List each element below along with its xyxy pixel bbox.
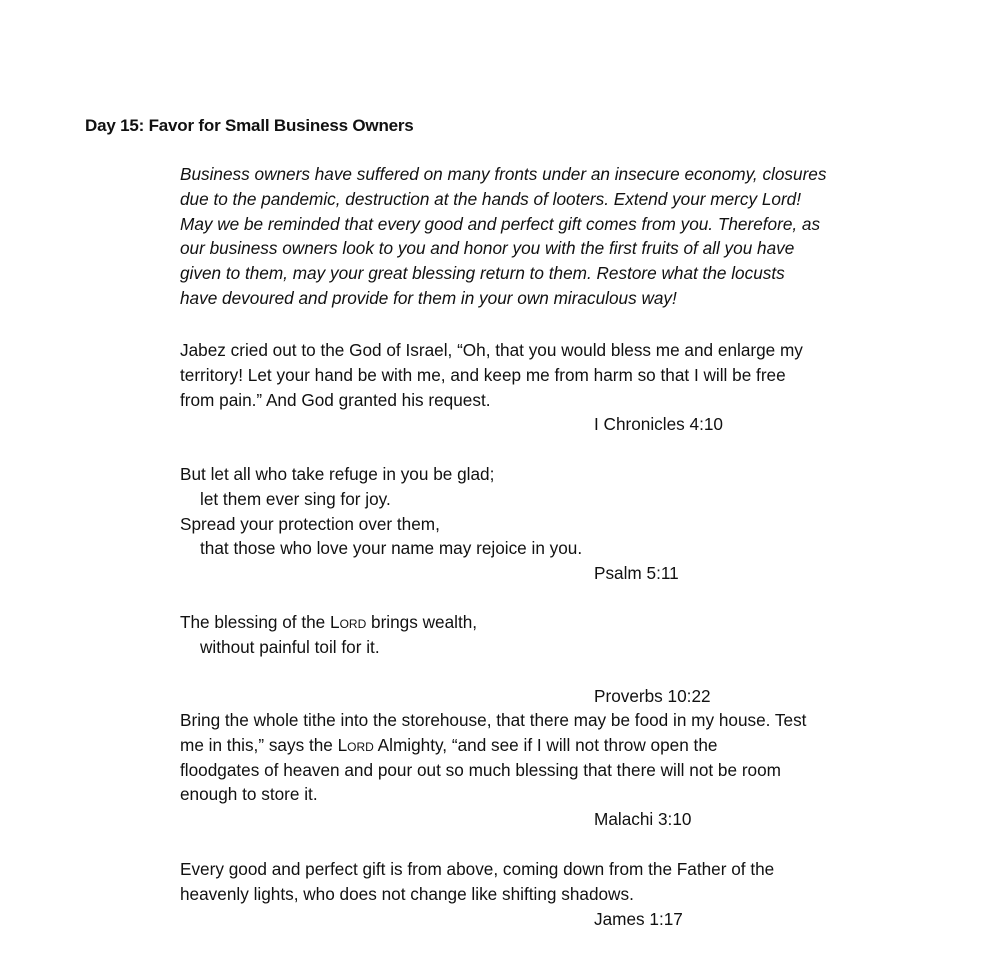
verse-reference: James 1:17 — [594, 908, 683, 929]
scripture-james — [180, 857, 940, 931]
intro-line: our business owners look to you and honor you with the first fruits of all you have — [180, 238, 795, 259]
verse-reference: Psalm 5:11 — [594, 563, 679, 584]
intro-prayer — [180, 162, 940, 311]
verse-line — [180, 610, 940, 635]
blank-line — [180, 660, 940, 685]
verse-text: me in this,” says the — [180, 734, 338, 755]
verse-line: Spread your protection over them, — [180, 513, 440, 534]
intro-line: have devoured and provide for them in your own miraculous way! — [180, 287, 677, 308]
verse-reference: Malachi 3:10 — [594, 809, 692, 830]
verse-line-indented: without painful toil for it. — [200, 636, 380, 657]
verse-line — [180, 733, 940, 758]
verse-reference: Proverbs 10:22 — [594, 686, 711, 707]
intro-line: given to them, may your great blessing return to them. Restore what the locusts — [180, 263, 785, 284]
verse-line: heavenly lights, who does not change like shifting shadows. — [180, 883, 634, 904]
verse-text: The blessing of the — [180, 612, 331, 632]
page-title: Day 15: Favor for Small Business Owners — [85, 116, 414, 135]
scripture-proverbs — [180, 610, 940, 709]
intro-line: May we be reminded that every good and perfect gift comes from you. Therefore, as — [180, 213, 821, 234]
lord-small-caps: Lord — [337, 734, 374, 755]
scripture-malachi — [180, 708, 940, 832]
verse-reference: I Chronicles 4:10 — [594, 414, 723, 435]
verse-line: But let all who take refuge in you be glad; — [180, 464, 495, 484]
scripture-psalm — [180, 462, 940, 586]
verse-line: Jabez cried out to the God of Israel, “Oh, that you would bless me and enlarge my — [180, 340, 803, 360]
verse-line-indented: let them ever sing for joy. — [200, 488, 391, 509]
verse-line: enough to store it. — [180, 784, 318, 805]
lord-small-caps: Lord — [330, 612, 367, 632]
scripture-jabez — [180, 338, 940, 437]
verse-text: brings wealth, — [366, 612, 478, 632]
intro-line: Business owners have suffered on many fronts under an insecure economy, closures — [180, 164, 827, 184]
intro-line: due to the pandemic, destruction at the hands of looters. Extend your mercy Lord! — [180, 188, 802, 209]
verse-line: from pain.” And God granted his request. — [180, 389, 491, 410]
verse-text: Almighty, “and see if I will not throw open the — [373, 734, 718, 755]
verse-line: floodgates of heaven and pour out so much blessing that there will not be room — [180, 759, 781, 780]
verse-line-indented: that those who love your name may rejoice in you. — [200, 538, 583, 559]
verse-line: Bring the whole tithe into the storehouse, that there may be food in my house. Test — [180, 710, 807, 730]
verse-line: Every good and perfect gift is from above, coming down from the Father of the — [180, 859, 775, 879]
verse-line: territory! Let your hand be with me, and keep me from harm so that I will be free — [180, 364, 786, 385]
